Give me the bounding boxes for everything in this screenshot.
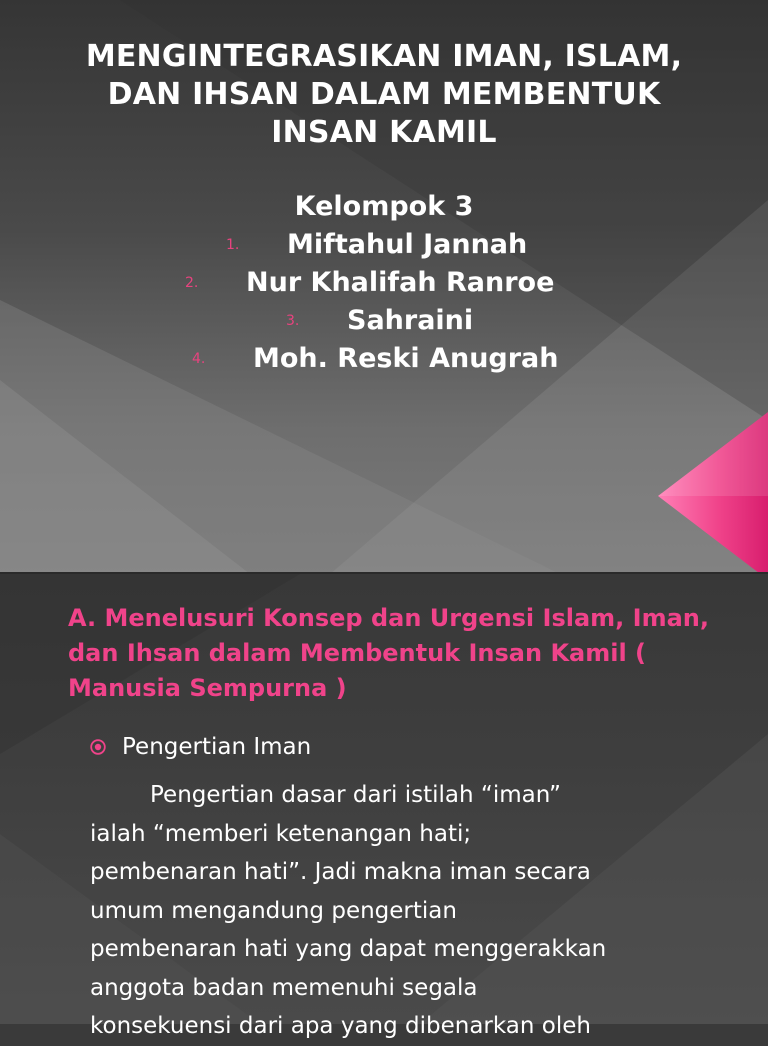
paragraph-line: pembenaran hati yang dapat menggerakkan — [90, 936, 607, 962]
slide-title-line: DAN IHSAN DALAM MEMBENTUK — [107, 77, 661, 112]
paragraph — [90, 776, 690, 1046]
member-number: 1. — [226, 237, 240, 253]
pink-arrow-decoration — [658, 412, 768, 582]
member-list-item — [0, 340, 768, 378]
slide-title — [30, 38, 738, 152]
group-label: Kelompok 3 — [294, 191, 474, 222]
member-name: Miftahul Jannah — [287, 229, 528, 260]
slide-title-line: MENGINTEGRASIKAN IMAN, ISLAM, — [85, 39, 683, 74]
member-list-item — [0, 302, 768, 340]
member-number: 4. — [192, 351, 206, 367]
paragraph-line: konsekuensi dari apa yang dibenarkan oleh — [90, 1013, 591, 1039]
bullet-item — [90, 730, 730, 764]
target-icon — [90, 739, 106, 755]
member-list-item — [0, 264, 768, 302]
slide-heading-line: A. Menelusuri Konsep dan Urgensi Islam, Iman, — [68, 604, 709, 632]
member-name: Moh. Reski Anugrah — [253, 343, 559, 374]
paragraph-line: anggota badan memenuhi segala — [90, 974, 478, 1001]
slide-title-line: INSAN KAMIL — [271, 115, 497, 150]
content-slide — [0, 574, 768, 1039]
member-name: Sahraini — [347, 305, 474, 336]
slide-heading — [68, 601, 738, 706]
member-list-item — [0, 226, 768, 264]
paragraph-line: umum mengandung pengertian — [90, 897, 457, 924]
member-name: Nur Khalifah Ranroe — [246, 267, 555, 298]
slide-heading-line: dan Ihsan dalam Membentuk Insan Kamil ( — [68, 639, 647, 667]
bullet-label: Pengertian Iman — [122, 734, 312, 760]
paragraph-line: pembenaran hati”. Jadi makna iman secara — [90, 859, 591, 885]
member-number: 2. — [185, 275, 199, 291]
paragraph-line: ialah “memberi ketenangan hati; — [90, 820, 472, 847]
member-number: 3. — [286, 313, 300, 329]
slide-heading-line: Manusia Sempurna ) — [68, 674, 347, 702]
paragraph-line: Pengertian dasar dari istilah “iman” — [150, 782, 561, 808]
